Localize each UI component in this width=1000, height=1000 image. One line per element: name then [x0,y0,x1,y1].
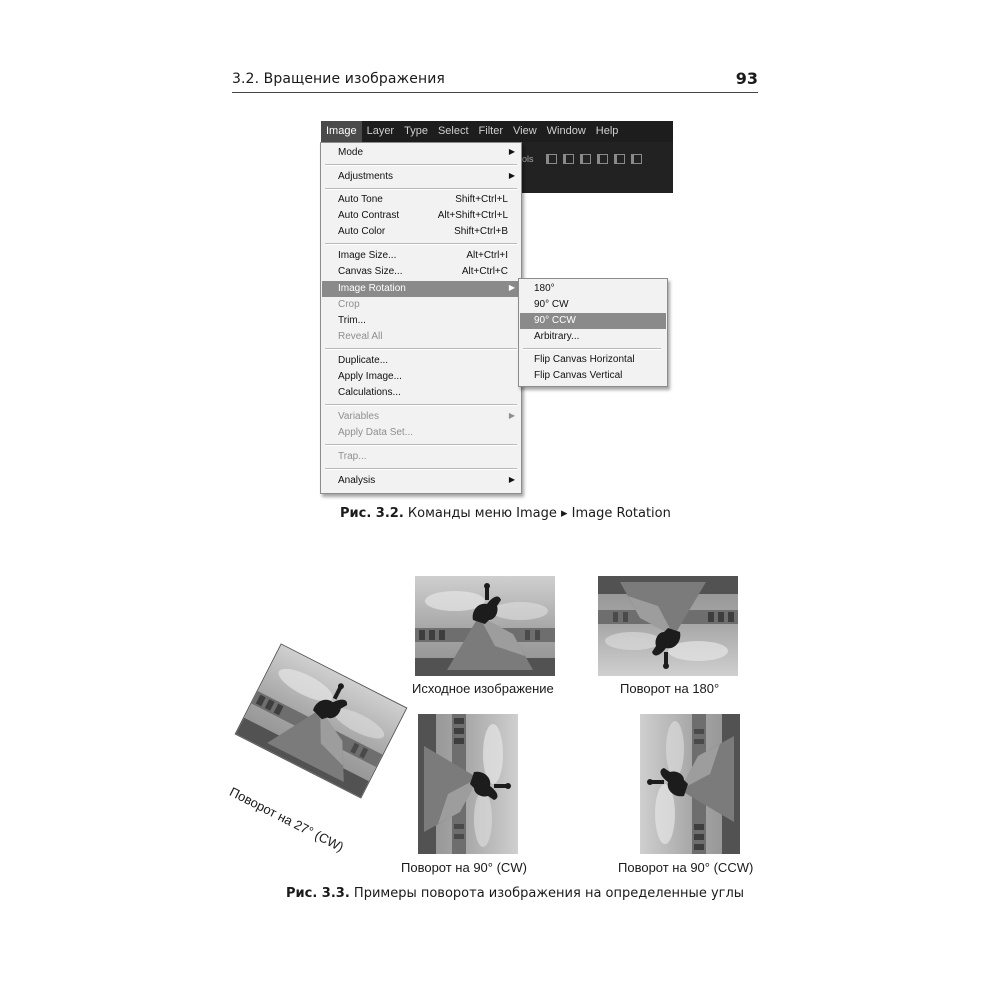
menu-view[interactable]: View [513,125,537,137]
menu-item-image-rotation[interactable]: Image Rotation ▶ [322,281,520,297]
align-bottom-icon[interactable] [580,154,591,164]
menu-separator [325,404,517,406]
label-rotated-27: Поворот на 27° (CW) [227,784,347,855]
menu-item-variables[interactable]: Variables ▶ [338,411,515,422]
menu-item-image-size[interactable]: Image Size... Alt+Ctrl+I [338,250,508,261]
submenu-item-90-ccw[interactable]: 90° CCW [520,313,666,329]
submenu-item-90-cw[interactable]: 90° CW [534,299,569,310]
align-left-icon[interactable] [597,154,608,164]
menu-item-auto-contrast[interactable]: Auto Contrast Alt+Shift+Ctrl+L [338,210,508,221]
header-rule [232,92,758,93]
menu-item-mode[interactable]: Mode ▶ [338,147,515,158]
figure-caption-3-3 [286,886,744,901]
menu-item-reveal-all[interactable]: Reveal All [338,331,383,342]
label-rotated-90-ccw: Поворот на 90° (CCW) [618,860,754,875]
photo-rotated-90-cw [418,714,518,854]
label-rotated-90-cw: Поворот на 90° (CW) [401,860,527,875]
caption-text: Примеры поворота изображения на определенные углы [353,886,745,901]
menu-item-apply-image[interactable]: Apply Image... [338,371,402,382]
menu-filter[interactable]: Filter [478,125,503,137]
menu-item-adjustments[interactable]: Adjustments ▶ [338,171,515,182]
align-right-icon[interactable] [631,154,642,164]
photo-rotated-180 [598,576,738,676]
submenu-arrow-icon: ▶ [508,171,515,180]
menu-separator [325,348,517,350]
menu-item-analysis[interactable]: Analysis ▶ [338,475,515,486]
caption-text: Команды меню Image ▸ Image Rotation [407,506,671,521]
submenu-item-flip-vertical[interactable]: Flip Canvas Vertical [534,370,623,381]
photo-rotated-27 [235,643,408,798]
menu-separator [325,188,517,190]
menu-separator [523,348,661,350]
toolbar-label: ols [522,154,534,164]
menu-separator [325,468,517,470]
submenu-item-arbitrary[interactable]: Arbitrary... [534,331,580,342]
menu-separator [325,444,517,446]
submenu-item-180[interactable]: 180° [534,283,555,294]
caption-prefix: Рис. 3.3. [286,886,350,901]
menu-image[interactable]: Image [321,121,362,142]
align-center-icon[interactable] [614,154,625,164]
align-middle-icon[interactable] [563,154,574,164]
image-rotation-submenu [518,278,668,387]
menu-item-auto-tone[interactable]: Auto Tone Shift+Ctrl+L [338,194,508,205]
photo-rotated-90-ccw [640,714,740,854]
menu-layer[interactable]: Layer [366,125,395,137]
running-header-title: 3.2. Вращение изображения [232,71,445,87]
menu-select[interactable]: Select [437,125,469,137]
figure-caption-3-2 [340,506,671,521]
menu-type[interactable]: Type [404,125,428,137]
page-number: 93 [735,69,758,88]
align-top-icon[interactable] [546,154,557,164]
menu-item-trap[interactable]: Trap... [338,451,367,462]
label-original: Исходное изображение [412,681,554,696]
submenu-arrow-icon: ▶ [508,147,515,156]
submenu-arrow-icon: ▶ [508,475,515,484]
menu-item-apply-data-set[interactable]: Apply Data Set... [338,427,414,438]
photo-original [415,576,555,676]
menu-window[interactable]: Window [546,125,586,137]
menu-item-crop[interactable]: Crop [338,299,360,310]
menu-item-trim[interactable]: Trim... [338,315,366,326]
menu-separator [325,164,517,166]
submenu-arrow-icon: ▶ [508,411,515,420]
menu-bar [321,121,673,142]
menu-item-calculations[interactable]: Calculations... [338,387,401,398]
menu-item-canvas-size[interactable]: Canvas Size... Alt+Ctrl+C [338,266,508,277]
options-toolbar [520,146,675,172]
submenu-item-flip-horizontal[interactable]: Flip Canvas Horizontal [534,354,635,365]
caption-prefix: Рис. 3.2. [340,506,404,521]
menu-item-duplicate[interactable]: Duplicate... [338,355,389,366]
menu-separator [325,243,517,245]
label-rotated-180: Поворот на 180° [620,681,720,696]
menu-help[interactable]: Help [595,125,619,137]
menu-item-auto-color[interactable]: Auto Color Shift+Ctrl+B [338,226,508,237]
submenu-arrow-icon: ▶ [508,283,515,292]
image-menu-dropdown [320,142,522,494]
